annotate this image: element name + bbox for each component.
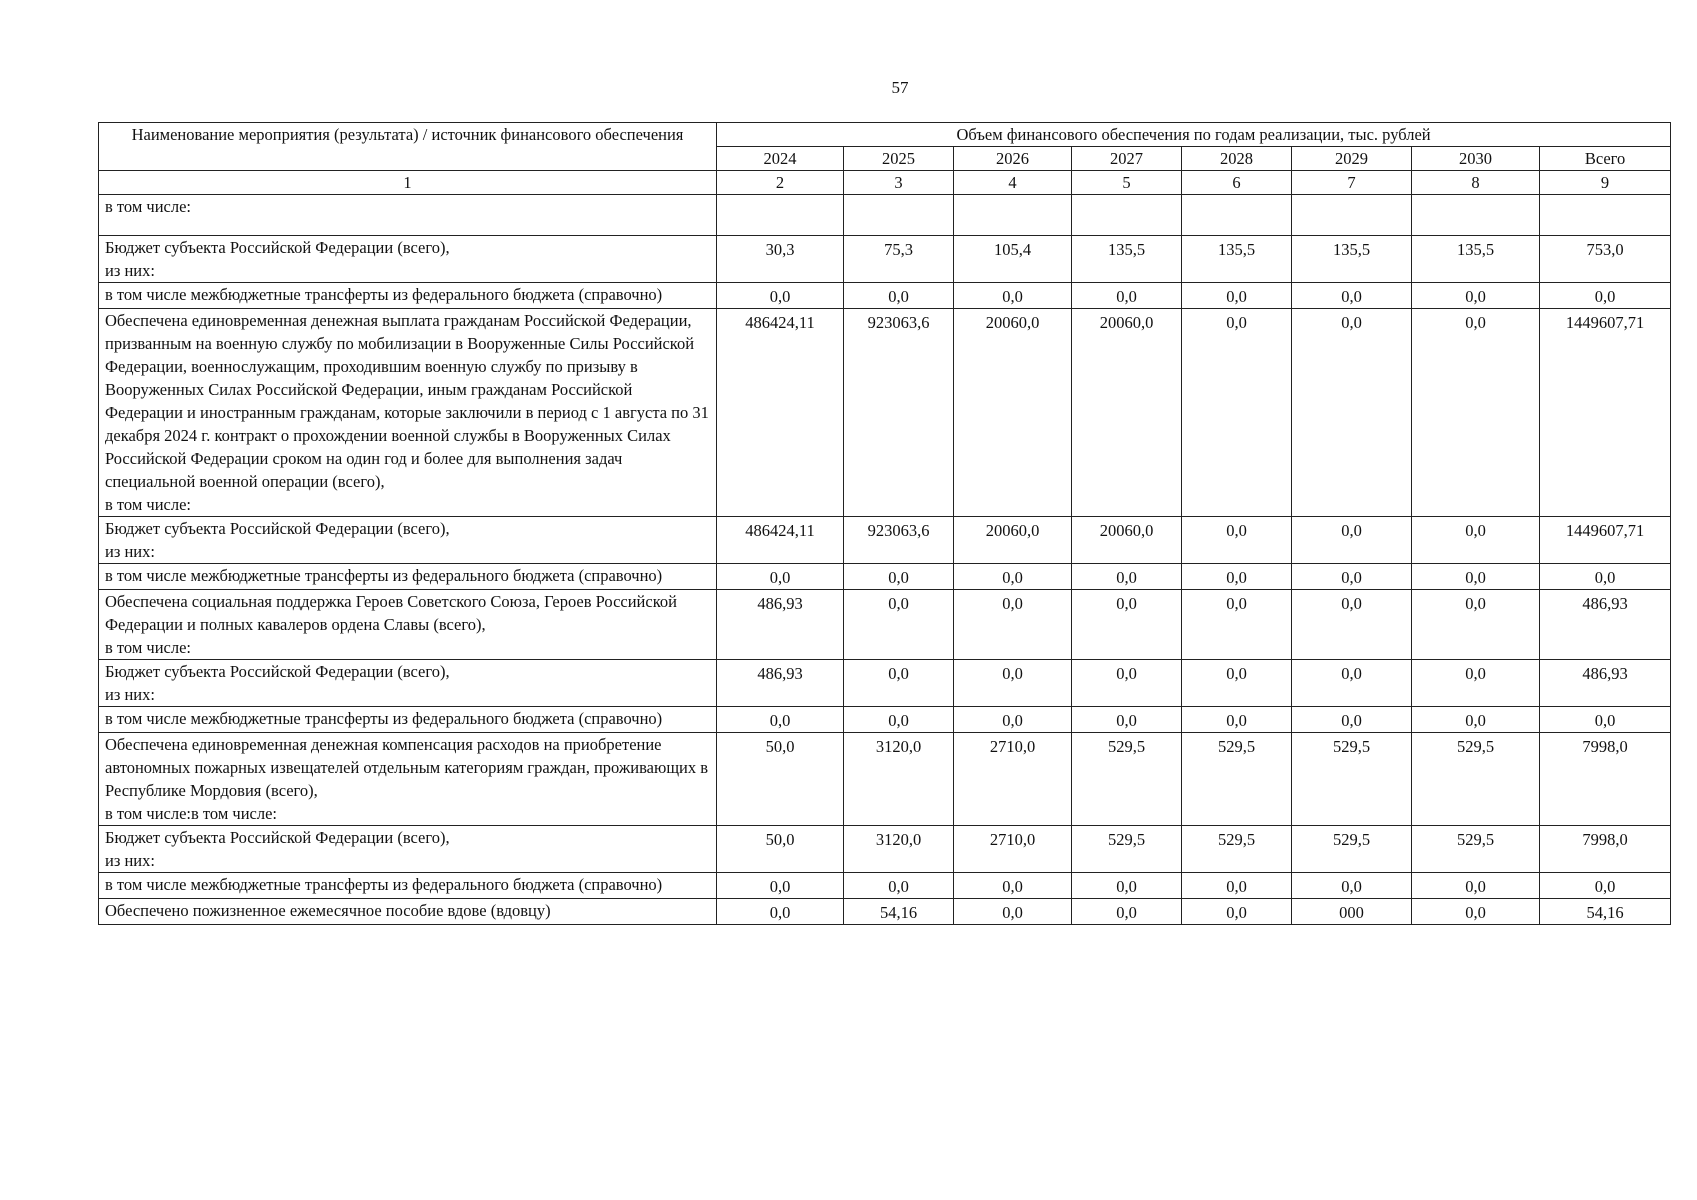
value-cell: 0,0	[717, 564, 844, 590]
year-header: Всего	[1540, 147, 1671, 171]
value-cell: 0,0	[717, 899, 844, 925]
value-cell	[844, 195, 954, 236]
table-row	[99, 733, 1671, 826]
year-header: 2028	[1182, 147, 1292, 171]
column-index-cell: 2	[717, 171, 844, 195]
value-cell: 486,93	[717, 590, 844, 660]
value-cell	[1182, 195, 1292, 236]
value-cell: 923063,6	[844, 517, 954, 564]
row-name-cell: Обеспечена единовременная денежная выплата гражданам Российской Федерации, призванным на военную службу по мобилизации в Вооруженные Силы Российской Федерации, военнослужащим, проходившим военную службу по призыву в Вооруженных Силах Российской Федерации, иным гражданам Российской Федерации и иностранным гражданам, которые заключили в период с 1 августа по 31 декабря 2024 г. контракт о прохождении военной службы в Вооруженных Силах Российской Федерации сроком на один год и более для выполнения задач специальной военной операции (всего), в том числе:	[99, 309, 717, 517]
value-cell: 529,5	[1412, 826, 1540, 873]
table-row	[99, 707, 1671, 733]
value-cell: 753,0	[1540, 236, 1671, 283]
value-cell: 0,0	[1412, 564, 1540, 590]
table-row	[99, 660, 1671, 707]
value-cell: 0,0	[844, 660, 954, 707]
table-row	[99, 517, 1671, 564]
table-row	[99, 309, 1671, 517]
value-cell: 0,0	[1412, 309, 1540, 517]
table-row	[99, 564, 1671, 590]
value-cell: 0,0	[954, 283, 1072, 309]
value-cell: 0,0	[1292, 283, 1412, 309]
value-cell: 0,0	[844, 590, 954, 660]
table-row	[99, 236, 1671, 283]
value-cell: 0,0	[954, 873, 1072, 899]
value-cell: 0,0	[954, 660, 1072, 707]
value-cell: 0,0	[1182, 899, 1292, 925]
row-name-cell: в том числе:	[99, 195, 717, 236]
value-cell: 0,0	[1182, 873, 1292, 899]
row-name-cell: Бюджет субъекта Российской Федерации (всего), из них:	[99, 660, 717, 707]
column-index-cell: 7	[1292, 171, 1412, 195]
value-cell: 135,5	[1072, 236, 1182, 283]
value-cell: 0,0	[1182, 590, 1292, 660]
value-cell: 0,0	[1182, 309, 1292, 517]
value-cell: 0,0	[1412, 283, 1540, 309]
value-cell: 486,93	[717, 660, 844, 707]
value-cell: 50,0	[717, 733, 844, 826]
value-cell: 0,0	[954, 564, 1072, 590]
column-index-row	[99, 171, 1671, 195]
value-cell: 0,0	[1412, 899, 1540, 925]
value-cell	[954, 195, 1072, 236]
row-name-cell: Бюджет субъекта Российской Федерации (всего), из них:	[99, 517, 717, 564]
row-name-cell: Бюджет субъекта Российской Федерации (всего), из них:	[99, 826, 717, 873]
value-cell: 0,0	[1540, 564, 1671, 590]
column-index-cell: 6	[1182, 171, 1292, 195]
value-cell: 50,0	[717, 826, 844, 873]
value-cell: 0,0	[717, 283, 844, 309]
column-index-cell: 9	[1540, 171, 1671, 195]
value-cell	[1072, 195, 1182, 236]
value-cell: 0,0	[1540, 283, 1671, 309]
row-name-cell: Обеспечено пожизненное ежемесячное пособие вдове (вдовцу)	[99, 899, 717, 925]
value-cell: 0,0	[1072, 899, 1182, 925]
table-row	[99, 283, 1671, 309]
value-cell: 20060,0	[954, 517, 1072, 564]
value-cell: 486,93	[1540, 660, 1671, 707]
table-row	[99, 826, 1671, 873]
value-cell: 7998,0	[1540, 826, 1671, 873]
year-header: 2027	[1072, 147, 1182, 171]
page-number: 57	[891, 78, 909, 97]
value-cell: 7998,0	[1540, 733, 1671, 826]
year-header: 2024	[717, 147, 844, 171]
value-cell: 0,0	[1292, 660, 1412, 707]
value-cell: 0,0	[1072, 564, 1182, 590]
value-cell: 20060,0	[1072, 309, 1182, 517]
value-cell: 0,0	[1072, 707, 1182, 733]
value-cell: 0,0	[844, 564, 954, 590]
row-name-cell: Обеспечена социальная поддержка Героев Советского Союза, Героев Российской Федерации и полных кавалеров ордена Славы (всего), в том числе:	[99, 590, 717, 660]
value-cell: 0,0	[954, 707, 1072, 733]
value-cell: 0,0	[1072, 590, 1182, 660]
value-cell: 0,0	[1292, 707, 1412, 733]
table-row	[99, 899, 1671, 925]
year-header: 2025	[844, 147, 954, 171]
table-row	[99, 590, 1671, 660]
table-row	[99, 873, 1671, 899]
volume-header: Объем финансового обеспечения по годам реализации, тыс. рублей	[717, 123, 1671, 147]
value-cell: 0,0	[1412, 707, 1540, 733]
value-cell: 0,0	[954, 590, 1072, 660]
value-cell: 529,5	[1072, 826, 1182, 873]
name-column-header: Наименование мероприятия (результата) / источник финансового обеспечения	[99, 123, 717, 171]
value-cell: 0,0	[1292, 309, 1412, 517]
value-cell: 000	[1292, 899, 1412, 925]
column-index-cell: 3	[844, 171, 954, 195]
value-cell: 0,0	[1182, 660, 1292, 707]
financing-table	[98, 122, 1671, 925]
value-cell: 0,0	[1292, 590, 1412, 660]
value-cell: 0,0	[844, 283, 954, 309]
year-header: 2029	[1292, 147, 1412, 171]
value-cell: 0,0	[844, 707, 954, 733]
value-cell: 1449607,71	[1540, 309, 1671, 517]
value-cell: 486424,11	[717, 309, 844, 517]
value-cell: 0,0	[1292, 517, 1412, 564]
value-cell: 0,0	[954, 899, 1072, 925]
value-cell: 75,3	[844, 236, 954, 283]
value-cell: 20060,0	[1072, 517, 1182, 564]
value-cell: 135,5	[1292, 236, 1412, 283]
value-cell: 0,0	[1412, 590, 1540, 660]
value-cell: 529,5	[1292, 733, 1412, 826]
value-cell: 20060,0	[954, 309, 1072, 517]
value-cell: 0,0	[1182, 517, 1292, 564]
year-header: 2030	[1412, 147, 1540, 171]
table-body	[99, 195, 1671, 925]
value-cell	[1292, 195, 1412, 236]
value-cell: 529,5	[1182, 733, 1292, 826]
value-cell: 0,0	[844, 873, 954, 899]
value-cell: 1449607,71	[1540, 517, 1671, 564]
value-cell: 529,5	[1072, 733, 1182, 826]
value-cell: 0,0	[1292, 873, 1412, 899]
value-cell: 0,0	[1540, 873, 1671, 899]
value-cell: 0,0	[1412, 873, 1540, 899]
value-cell	[1412, 195, 1540, 236]
value-cell: 0,0	[717, 873, 844, 899]
value-cell: 54,16	[844, 899, 954, 925]
value-cell	[717, 195, 844, 236]
value-cell: 486424,11	[717, 517, 844, 564]
value-cell: 2710,0	[954, 733, 1072, 826]
value-cell: 0,0	[1072, 283, 1182, 309]
column-index-cell: 5	[1072, 171, 1182, 195]
value-cell: 0,0	[1292, 564, 1412, 590]
row-name-cell: Обеспечена единовременная денежная компенсация расходов на приобретение автономных пожарных извещателей отдельным категориям граждан, проживающих в Республике Мордовия (всего), в том числе:в том числе:	[99, 733, 717, 826]
row-name-cell: в том числе межбюджетные трансферты из федерального бюджета (справочно)	[99, 707, 717, 733]
year-header: 2026	[954, 147, 1072, 171]
value-cell: 0,0	[1182, 707, 1292, 733]
value-cell: 135,5	[1412, 236, 1540, 283]
value-cell: 0,0	[1072, 660, 1182, 707]
value-cell: 0,0	[717, 707, 844, 733]
value-cell: 0,0	[1412, 517, 1540, 564]
value-cell: 3120,0	[844, 826, 954, 873]
column-index-cell: 8	[1412, 171, 1540, 195]
value-cell: 529,5	[1182, 826, 1292, 873]
column-index-cell: 1	[99, 171, 717, 195]
row-name-cell: Бюджет субъекта Российской Федерации (всего), из них:	[99, 236, 717, 283]
value-cell: 105,4	[954, 236, 1072, 283]
value-cell: 2710,0	[954, 826, 1072, 873]
value-cell: 0,0	[1540, 707, 1671, 733]
row-name-cell: в том числе межбюджетные трансферты из федерального бюджета (справочно)	[99, 564, 717, 590]
value-cell: 54,16	[1540, 899, 1671, 925]
header-row	[99, 123, 1671, 147]
value-cell: 923063,6	[844, 309, 954, 517]
value-cell: 529,5	[1412, 733, 1540, 826]
table-row	[99, 195, 1671, 236]
value-cell: 0,0	[1182, 564, 1292, 590]
value-cell	[1540, 195, 1671, 236]
value-cell: 529,5	[1292, 826, 1412, 873]
column-index-cell: 4	[954, 171, 1072, 195]
value-cell: 3120,0	[844, 733, 954, 826]
row-name-cell: в том числе межбюджетные трансферты из федерального бюджета (справочно)	[99, 873, 717, 899]
row-name-cell: в том числе межбюджетные трансферты из федерального бюджета (справочно)	[99, 283, 717, 309]
value-cell: 0,0	[1412, 660, 1540, 707]
value-cell: 0,0	[1072, 873, 1182, 899]
value-cell: 0,0	[1182, 283, 1292, 309]
value-cell: 135,5	[1182, 236, 1292, 283]
value-cell: 486,93	[1540, 590, 1671, 660]
value-cell: 30,3	[717, 236, 844, 283]
